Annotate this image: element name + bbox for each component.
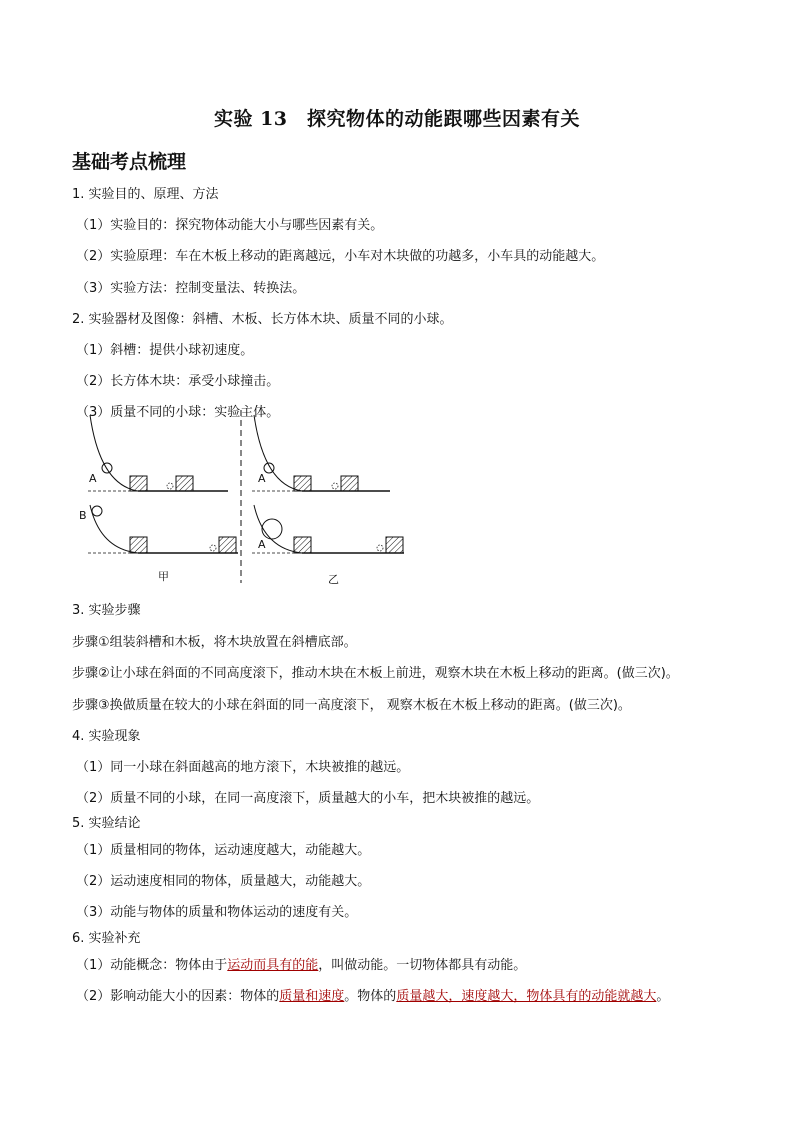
caption-right: 乙	[328, 573, 339, 586]
equipment-balls: （3）质量不同的小球：实验主体。	[76, 405, 280, 420]
block	[341, 476, 358, 491]
page-title: 实验 13 探究物体的动能跟哪些因素有关	[213, 108, 581, 130]
ball-small	[102, 463, 112, 473]
supplement-1-c: ，叫做动能。一切物体都具有动能。	[318, 958, 527, 973]
step-1: 步骤①组装斜槽和木板，将木块放置在斜槽底部。	[72, 635, 357, 650]
label-b: B	[79, 509, 87, 522]
heading-conclusion: 5. 实验结论	[72, 816, 141, 831]
conclusion-2: （2）运动速度相同的物体，质量越大，动能越大。	[76, 874, 371, 889]
supplement-2-c: 。物体的	[344, 989, 397, 1004]
equipment-chute: （1）斜槽：提供小球初速度。	[76, 343, 254, 358]
section-heading: 基础考点梳理	[72, 151, 187, 173]
ball-small	[92, 506, 102, 516]
panel-bottom-right	[252, 505, 404, 553]
equipment-block: （2）长方体木块：承受小球撞击。	[76, 374, 280, 389]
conclusion-1: （1）质量相同的物体，运动速度越大，动能越大。	[76, 843, 371, 858]
phenomenon-1: （1）同一小球在斜面越高的地方滚下，木块被推的越远。	[76, 760, 410, 775]
panel-top-right	[252, 415, 390, 491]
label-a: A	[258, 538, 266, 551]
block	[130, 537, 147, 553]
caption-left: 甲	[158, 570, 169, 583]
step-2: 步骤②让小球在斜面的不同高度滚下，推动木块在木板上前进，观察木块在木板上移动的距离。(做三次)。	[72, 666, 679, 681]
supplement-1-key: 运动而具有的能	[227, 958, 319, 973]
phenomenon-2: （2）质量不同的小球，在同一高度滚下，质量越大的小车，把木块被推的越远。	[76, 791, 540, 806]
block	[294, 537, 311, 553]
supplement-2	[76, 988, 669, 1006]
block	[386, 537, 403, 553]
supplement-2-a: （2）影响动能大小的因素：物体的	[76, 989, 280, 1004]
step-3: 步骤③换做质量在较大的小球在斜面的同一高度滚下， 观察木板在木板上移动的距离。(做三次)。	[72, 698, 631, 713]
block	[176, 476, 193, 491]
supplement-1-a: （1）动能概念：物体由于	[76, 958, 228, 973]
supplement-2-e: 。	[656, 989, 670, 1004]
supplement-2-key-2: 质量越大，速度越大，物体具有的动能就越大	[396, 989, 657, 1004]
heading-supplement: 6. 实验补充	[72, 931, 141, 946]
label-a: A	[258, 472, 266, 485]
label-a: A	[89, 472, 97, 485]
supplement-2-key-1: 质量和速度	[279, 989, 345, 1004]
block	[130, 476, 147, 491]
panel-top-left	[88, 415, 228, 491]
panel-bottom-left	[79, 505, 238, 553]
conclusion-3: （3）动能与物体的质量和物体运动的速度有关。	[76, 905, 358, 920]
ball-large	[262, 519, 282, 539]
experiment-figure	[78, 405, 418, 595]
method-text: （3）实验方法：控制变量法、转换法。	[76, 281, 306, 296]
heading-equipment: 2. 实验器材及图像：斜槽、木板、长方体木块、质量不同的小球。	[72, 312, 453, 327]
block	[294, 476, 311, 491]
principle-text: （2）实验原理：车在木板上移动的距离越远，小车对木块做的功越多，小车具的动能越大。	[76, 249, 605, 264]
heading-purpose: 1. 实验目的、原理、方法	[72, 187, 219, 202]
block	[219, 537, 236, 553]
heading-phenomenon: 4. 实验现象	[72, 729, 141, 744]
supplement-1	[76, 957, 526, 975]
heading-steps: 3. 实验步骤	[72, 603, 141, 618]
purpose-text: （1）实验目的：探究物体动能大小与哪些因素有关。	[76, 218, 384, 233]
